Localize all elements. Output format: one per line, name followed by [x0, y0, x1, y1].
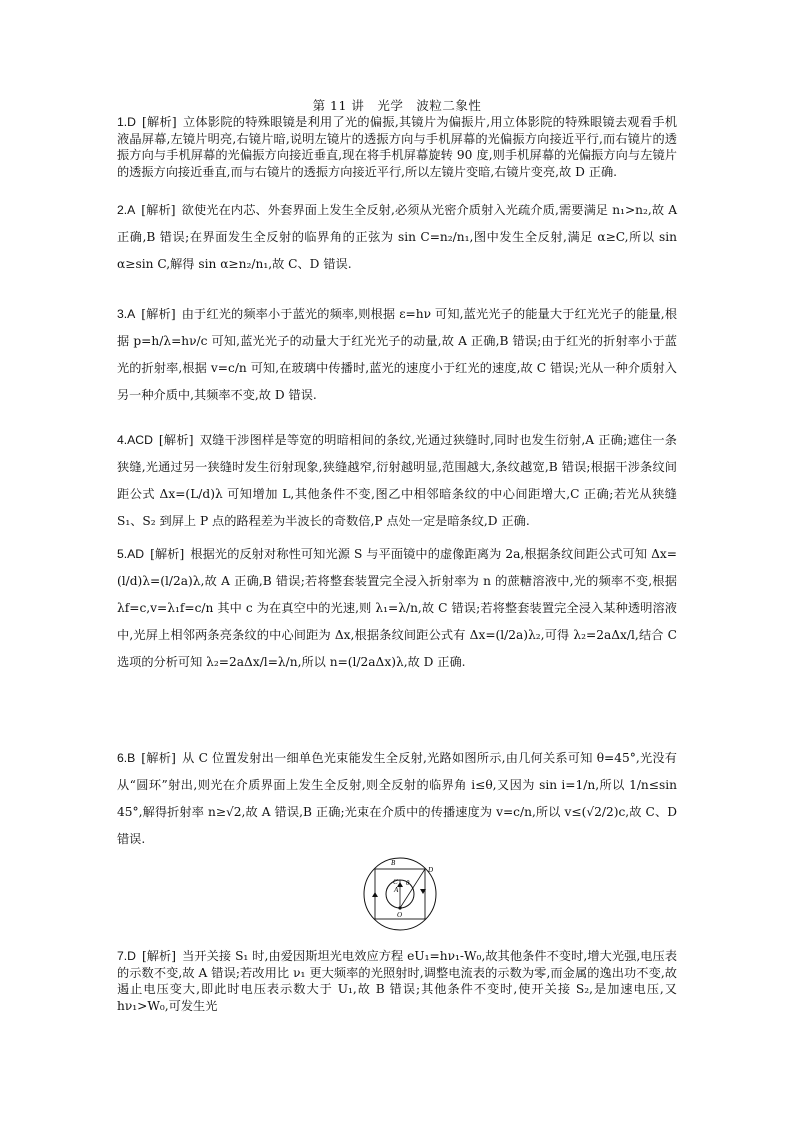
question-1: [117, 114, 677, 180]
ring-diagram: [360, 852, 440, 932]
label-d: D: [428, 866, 434, 874]
analysis-label: [解析]: [141, 307, 176, 321]
question-6: [117, 745, 677, 853]
label-o: O: [397, 911, 403, 919]
label-c: C: [393, 878, 398, 886]
answer-text: 双缝干涉图样是等宽的明暗相间的条纹,光通过狭缝时,同时也发生衍射,A 正确;遮住一条狭缝,光通过另一狭缝时发生衍射现象,狭缝越窄,衍射越明显,范围越大,条纹越宽,B 错误;根据干涉条纹间距公式 Δx=(L/d)λ 可知增加 L,其他条件不变,图乙中相邻暗条纹的中心间距增大,C 正确;若光从狭缝 S₁、S₂ 到屏上 P 点的路程差为半波长的奇数倍,P 点处一定是暗条纹,D 正确.: [117, 433, 677, 528]
analysis-label: [解析]: [141, 949, 177, 963]
center-point: [398, 906, 401, 909]
question-7: [117, 948, 677, 1014]
answer-text: 当开关接 S₁ 时,由爱因斯坦光电效应方程 eU₁=hν₁-W₀,故其他条件不变时,增大光强,电压表的示数不变,故 A 错误;若改用比 ν₁ 更大频率的光照射时,调整电流表的示数为零,而金属的逸出功不变,故遏止电压变大,即此时电压表示数大于 U₁,故 B 错误;其他条件不变时,使开关接 S₂,是加速电压,又 hν₁>W₀,可发生光: [117, 949, 678, 1013]
question-3: [117, 301, 677, 409]
answer-text: 从 C 位置发射出一细单色光束能发生全反射,光路如图所示,由几何关系可知 θ=45°,光没有从“圆环”射出,则光在介质界面上发生全反射,则全反射的临界角 i≤θ,又因为 sin i=1/n,所以 1/n≤sin 45°,解得折射率 n≥√2,故 A 错误,B 正确;光束在介质中的传播速度为 v=c/n,所以 v≤(√2/2)c,故 C、D 错误.: [117, 751, 677, 846]
analysis-label: [解析]: [141, 115, 177, 129]
page-title: 第 11 讲 光学 波粒二象性: [312, 98, 482, 113]
normal-line: [400, 869, 425, 908]
light-path-figure: [360, 852, 440, 932]
question-2: [117, 197, 677, 278]
question-4: [117, 427, 677, 535]
answer-text: 根据光的反射对称性可知光源 S 与平面镜中的虚像距离为 2a,根据条纹间距公式可知 Δx=(l/d)λ=(l/2a)λ,故 A 正确,B 错误;若将整套装置完全浸入折射率为 n 的蔗糖溶液中,光的频率不变,根据 λf=c,v=λ₁f=c/n 其中 c 为在真空中的光速,则 λ₁=λ/n,故 C 错误;若将整套装置完全浸入某种透明溶液中,光屏上相邻两条亮条纹的中心间距为 Δx,根据条纹间距公式有 Δx=(l/2a)λ₂,可得 λ₂=2aΔx/l,结合 C 选项的分析可知 λ₂=2aΔx/l=λ/n,所以 n=(l/2aΔx)λ,故 D 正确.: [117, 547, 677, 669]
analysis-label: [解析]: [150, 547, 185, 561]
answer-number: 1.D: [117, 115, 136, 129]
answer-number: 7.D: [117, 949, 136, 963]
arrow-up-icon: [372, 892, 378, 897]
label-a: A: [394, 886, 399, 894]
answer-number: 3.A: [117, 307, 136, 321]
answer-text: 由于红光的频率小于蓝光的频率,则根据 ε=hν 可知,蓝光光子的能量大于红光光子的能量,根据 p=h/λ=hν/c 可知,蓝光光子的动量大于红光光子的动量,故 A 正确,B 错误;由于红光的折射率小于蓝光的折射率,根据 v=c/n 可知,在玻璃中传播时,蓝光的速度小于红光的速度,故 C 错误;光从一种介质射入另一种介质中,其频率不变,故 D 错误.: [117, 307, 678, 402]
analysis-label: [解析]: [141, 203, 176, 217]
analysis-label: [解析]: [158, 433, 194, 447]
answer-number: 5.AD: [117, 547, 145, 561]
label-theta: θ: [406, 879, 410, 887]
label-b: B: [391, 859, 396, 867]
answer-text: 欲使光在内芯、外套界面上发生全反射,必须从光密介质射入光疏介质,需要满足 n₁>n₂,故 A 正确,B 错误;在界面发生全反射的临界角的正弦为 sin C=n₂/n₁,图中发生全反射,满足 α≥C,所以 sin α≥sin C,解得 sin α≥n₂/n₁,故 C、D 错误.: [117, 203, 678, 271]
answer-text: 立体影院的特殊眼镜是利用了光的偏振,其镜片为偏振片,用立体影院的特殊眼镜去观看手机液晶屏幕,左镜片明亮,右镜片暗,说明左镜片的透振方向与手机屏幕的光偏振方向接近平行,而右镜片的透振方向与手机屏幕的光偏振方向接近垂直,现在将手机屏幕旋转 90 度,则手机屏幕的光偏振方向与左镜片的透振方向接近垂直,而与右镜片的透振方向接近平行,所以左镜片变暗,右镜片变亮,故 D 正确.: [117, 115, 678, 179]
analysis-label: [解析]: [141, 751, 176, 765]
question-5: [117, 541, 677, 676]
answer-number: 6.B: [117, 751, 136, 765]
answer-number: 4.ACD: [117, 433, 153, 447]
answer-number: 2.A: [117, 203, 136, 217]
